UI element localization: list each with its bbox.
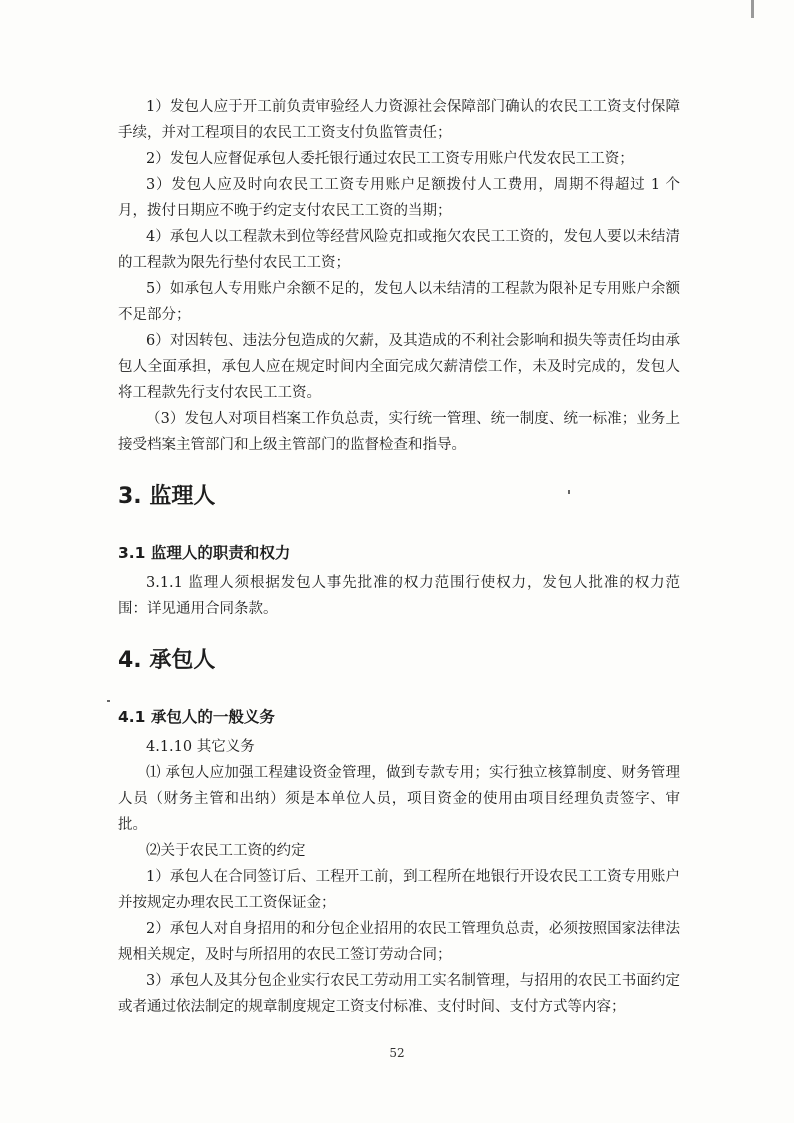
paragraph: 3）发包人应及时向农民工工资专用账户足额拨付人工费用，周期不得超过 1 个月，拨付日期应不晚于约定支付农民工工资的当期；	[118, 177, 680, 219]
paragraph: 6）对因转包、违法分包造成的欠薪，及其造成的不利社会影响和损失等责任均由承包人全面承担，承包人应在规定时间内全面完成欠薪清偿工作，未及时完成的，发包人将工程款先行支付农民工工资。	[118, 333, 680, 401]
paragraph: ⑴ 承包人应加强工程建设资金管理，做到专款专用；实行独立核算制度、财务管理人员（财务主管和出纳）须是本单位人员，项目资金的使用由项目经理负责签字、审批。	[118, 765, 680, 833]
subsection-heading: 3.1 监理人的职责和权力	[118, 544, 291, 562]
section-heading: 3. 监理人	[118, 484, 216, 509]
paragraph: （3）发包人对项目档案工作负总责，实行统一管理、统一制度、统一标准；业务上接受档案主管部门和上级主管部门的监督检查和指导。	[118, 411, 680, 453]
document-body	[118, 94, 680, 1020]
paragraph: 2）承包人对自身招用的和分包企业招用的农民工管理负总责，必须按照国家法律法规相关规定，及时与所招用的农民工签订劳动合同；	[118, 921, 680, 963]
paragraph: ⑵关于农民工工资的约定	[146, 843, 306, 859]
scan-speck	[107, 700, 110, 702]
clause-heading: 4.1.10 其它义务	[146, 739, 255, 755]
paragraph: 1）承包人在合同签订后、工程开工前，到工程所在地银行开设农民工工资专用账户并按规定办理农民工工资保证金；	[118, 869, 680, 911]
page-number: 52	[389, 1046, 405, 1060]
subsection-heading: 4.1 承包人的一般义务	[118, 708, 275, 726]
clause-text: 3.1.1 监理人须根据发包人事先批准的权力范围行使权力，发包人批准的权力范围：详见通用合同条款。	[118, 575, 680, 617]
paragraph: 4）承包人以工程款未到位等经营风险克扣或拖欠农民工工资的，发包人要以未结清的工程款为限先行垫付农民工工资；	[118, 229, 680, 271]
paragraph: 2）发包人应督促承包人委托银行通过农民工工资专用账户代发农民工工资；	[146, 151, 634, 167]
scan-edge-mark	[751, 0, 754, 18]
paragraph: 3）承包人及其分包企业实行农民工劳动用工实名制管理，与招用的农民工书面约定或者通过依法制定的规章制度规定工资支付标准、支付时间、支付方式等内容；	[118, 973, 680, 1015]
paragraph: 5）如承包人专用账户余额不足的，发包人以未结清的工程款为限补足专用账户余额不足部分；	[118, 281, 680, 323]
section-heading: 4. 承包人	[118, 648, 216, 673]
paragraph: 1）发包人应于开工前负责审验经人力资源社会保障部门确认的农民工工资支付保障手续，并对工程项目的农民工工资支付负监管责任；	[118, 99, 680, 141]
